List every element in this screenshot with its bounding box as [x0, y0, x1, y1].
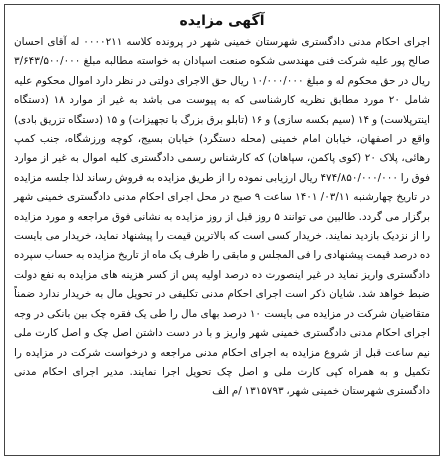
notice-title: آگهی مزایده [179, 13, 265, 29]
auction-notice [4, 4, 440, 456]
notice-body: اجرای احکام مدنی دادگستری شهرستان خمینی شهر در پرونده کلاسه ۰۰۰۰۲۱۱ له آقای احسان صالح پور علیه شرکت فنی مهندسی شکوه صنعت اسپادان به خواسته مطالبه مبلغ ۳/۶۴۳/۵۰۰/۰۰۰ ریال در حق محکوم له و مبلغ ۱۰/۰۰۰/۰۰۰ ریال حق الاجرای دولتی در نظر دارد اموال محکوم علیه شامل ۲۰ مورد مطابق نظریه کارشناسی که به پیوست می باشد به غیر از موارد ۱۸ (دستگاه اینترپلاست) و ۱۴ (سیم بکسه سازی) و ۱۶ (تابلو برق بزرگ با تجهیزات) و ۱۵ (دستگاه تزریق بادی) واقع در اصفهان، خیابان امام خمینی (محله دستگرد) خیابان بسیج، کوچه ورزشگاه، جنب کمپ رهائی، پلاک ۲۰ (کوی پاکمن، سپاهان) که کارشناس رسمی دادگستری کلیه اموال به غیر از موارد فوق را ۴۷۴/۸۵۰/۰۰۰/۰۰۰ ریال ارزیابی نموده را از طریق مزایده به فروش رساند لذا جلسه مزایده در تاریخ چهارشنبه ۰۳/۱۱/ ۱۴۰۱ ساعت ۹ صبح در محل اجرای احکام مدنی دادگستری خمینی شهر برگزار می گردد. طالبین می توانند ۵ روز قبل از روز مزایده به نشانی فوق مراجعه و مورد مزایده را از نزدیک بازدید نمایند. خریدار کسی است که بالاترین قیمت را پیشنهاد نماید، خریدار می بایست ده درصد قیمت پیشنهادی را فی المجلس و مابقی را ظرف یک ماه از تاریخ مزایده به حساب سپرده دادگستری واریز نماید در غیر اینصورت ده درصد اولیه پس از کسر هزینه های مزایده به نفع دولت ضبط خواهد شد. شایان ذکر است اجرای احکام مدنی تکلیفی در تحویل مال به خریدار ندارد ضمناً متقاضیان شرکت در مزایده می بایست ۱۰ درصد بهای مال را طی یک فقره چک بین بانکی در وجه اجرای احکام مدنی دادگستری خمینی شهر واریز و با در دست داشتن اصل چک و اصل کارت ملی نیم ساعت قبل از شروع مزایده به اجرای احکام مدنی مراجعه و درخواست شرکت در مزایده را تکمیل و به همراه کپی کارت ملی و اصل چک تحویل اجرا نمایند. مدیر اجرای احکام مدنی دادگستری شهرستان خمینی شهر، ۱۳۱۵۷۹۳ /م الف [14, 36, 431, 398]
